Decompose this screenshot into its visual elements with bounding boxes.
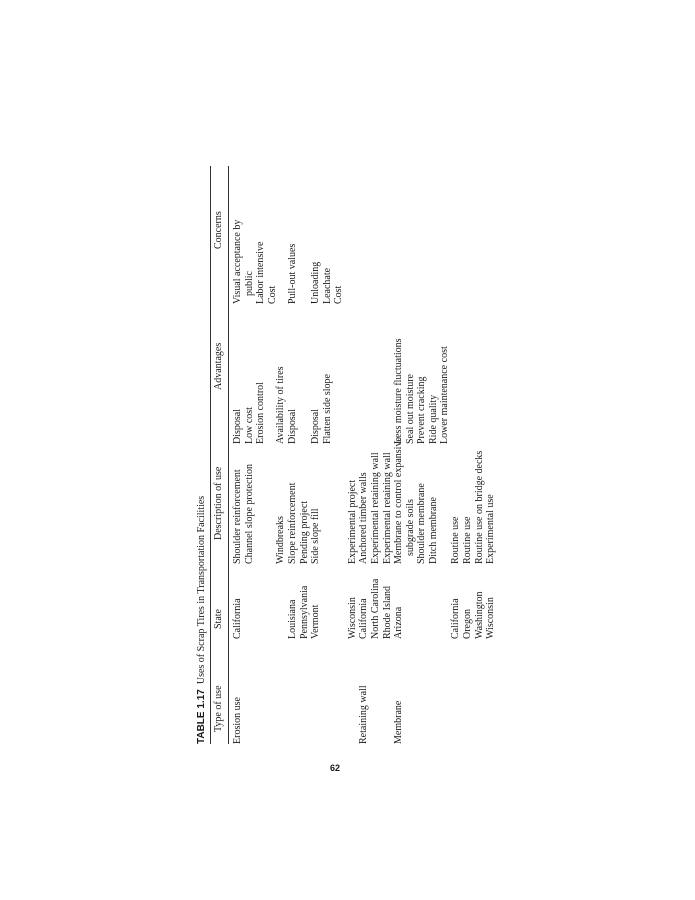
cell-state: California <box>358 598 369 639</box>
cell-line: Shoulder reinforcement <box>232 469 243 564</box>
cell-description <box>232 464 255 564</box>
cell-line: Leachate <box>321 267 333 304</box>
header-type: Type of use <box>213 685 224 732</box>
cell-line: Disposal <box>287 409 298 444</box>
cell-state: Louisiana <box>287 599 298 639</box>
cell-description <box>287 483 299 564</box>
header-state: State <box>213 609 224 629</box>
cell-state: Pennsylvania <box>299 585 310 639</box>
cell-line: Unloading <box>310 261 321 304</box>
cell-type: Membrane <box>393 700 404 744</box>
cell-type: Erosion use <box>232 697 243 744</box>
cell-line: Side slope fill <box>310 508 321 564</box>
cell-line: Pull-out values <box>287 243 298 304</box>
cell-state: Wisconsin <box>347 597 358 639</box>
cell-line: Low cost <box>243 407 255 444</box>
cell-line: Less moisture fluctuations <box>393 338 404 444</box>
cell-state: Arizona <box>393 606 404 639</box>
page-number: 62 <box>330 763 341 773</box>
cell-description <box>462 517 474 565</box>
header-concerns: Concerns <box>213 211 224 249</box>
cell-line: Labor intensive <box>255 241 266 304</box>
cell-description <box>485 494 497 564</box>
cell-state: North Carolina <box>370 578 381 639</box>
cell-description <box>358 472 370 564</box>
cell-line: Lower maintenance cost <box>439 346 450 444</box>
cell-advantages <box>232 382 267 444</box>
cell-line: subgrade soils <box>404 499 416 556</box>
cell-line: Windbreaks <box>275 516 286 564</box>
cell-line: Anchored timber walls <box>358 472 369 564</box>
cell-description <box>474 451 486 564</box>
cell-line: Seal out moisture <box>404 374 416 444</box>
cell-advantages <box>275 366 287 444</box>
cell-line: Membrane to control expansive <box>393 437 404 564</box>
cell-line: Experimental use <box>485 494 496 564</box>
cell-line: Routine use <box>450 516 461 564</box>
cell-state: Wisconsin <box>485 597 496 639</box>
cell-type: Retaining wall <box>358 685 369 744</box>
cell-description <box>393 437 439 564</box>
cell-line: Cost <box>333 285 344 304</box>
cell-state: Rhode Island <box>382 585 393 639</box>
cell-state: Washington <box>474 591 485 639</box>
cell-advantages <box>393 338 451 444</box>
header-description: Description of use <box>213 466 224 540</box>
cell-state: California <box>450 598 461 639</box>
top-rule <box>210 166 211 744</box>
cell-concerns <box>287 244 299 304</box>
cell-line: Experimental retaining wall <box>382 452 393 564</box>
cell-line: Disposal <box>310 409 321 444</box>
cell-advantages <box>287 409 299 444</box>
cell-line: Prevent cracking <box>416 376 427 444</box>
table-caption <box>196 496 207 744</box>
cell-description <box>299 501 311 564</box>
cell-line: Disposal <box>232 409 243 444</box>
cell-line: Erosion control <box>255 382 266 444</box>
header-advantages: Advantages <box>213 342 224 390</box>
cell-line: public <box>243 271 255 296</box>
cell-description <box>382 452 394 564</box>
table-label: TABLE 1.17 <box>196 689 207 744</box>
cell-description <box>450 517 462 565</box>
cell-line: Experimental retaining wall <box>370 452 381 564</box>
cell-line: Cost <box>266 285 278 304</box>
cell-line: Channel slope protection <box>243 464 255 564</box>
cell-line: Shoulder membrane <box>416 483 427 564</box>
cell-concerns <box>232 220 278 304</box>
cell-description <box>275 516 287 564</box>
cell-advantages <box>310 374 333 444</box>
cell-description <box>370 452 382 564</box>
cell-line: Availability of tires <box>275 366 286 444</box>
cell-state: California <box>232 598 243 639</box>
cell-line: Flatten side slope <box>321 374 333 444</box>
cell-line: Routine use on bridge decks <box>474 450 485 564</box>
cell-state: Vermont <box>310 604 321 639</box>
cell-line: Routine use <box>462 516 473 564</box>
rotated-table-page <box>192 162 652 762</box>
cell-line: Visual acceptance by <box>232 219 243 304</box>
cell-line: Pending project <box>299 500 310 564</box>
table-title: Uses of Scrap Tires in Transportation Facilities <box>196 495 207 685</box>
cell-description <box>310 508 322 564</box>
cell-line: Experimental project <box>347 479 358 564</box>
cell-line: Slope reinforcement <box>287 482 298 564</box>
cell-line: Ditch membrane <box>427 497 439 564</box>
header-rule <box>228 166 229 744</box>
cell-state: Oregon <box>462 609 473 639</box>
cell-concerns <box>310 262 345 304</box>
cell-line: Ride quality <box>427 394 439 444</box>
cell-description <box>347 480 359 564</box>
